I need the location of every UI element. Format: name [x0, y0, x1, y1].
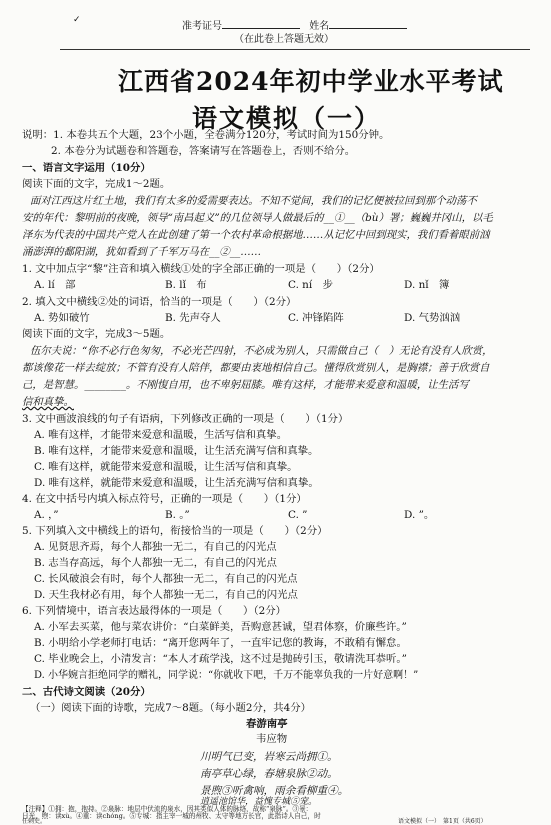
q5-option-a: A. 见贤思齐焉，每个人都独一无二，有自己的闪光点 [34, 541, 277, 553]
q4-option-b: B. 。” [165, 509, 190, 521]
q5-option-b: B. 志当存高远，每个人都独一无二，有自己的闪光点 [34, 557, 277, 569]
section2-intro: （一）阅读下面的诗歌，完成7～8题。（每小题2分，共4分） [30, 702, 312, 714]
q3-option-a: A. 唯有这样，才能带来爱意和温暖，生活写信和真挚。 [34, 429, 288, 441]
q2-option-d: D. 气势汹汹 [404, 312, 461, 324]
passage2-line: 伍尔夫说：“你不必行色匆匆，不必光芒四射，不必成为别人，只需做自己（ ）无论有没有人欣赏， [30, 345, 493, 357]
q1-option-c: C. ní 步 [288, 279, 333, 291]
notes-line: 【注释】①拥：抱，抱持。②泉脉：地层中伏流的泉水，因其类似人体的脉络，故称“泉脉”。③景： [22, 805, 313, 813]
q4-option-c: C. ” [288, 509, 308, 521]
question-5: 5. 下列填入文中横线上的语句，衔接恰当的一项是（ ）（2分） [22, 525, 328, 537]
ticket-number-field [182, 18, 407, 33]
q3-option-c: C. 唯有这样，就能带来爱意和温暖，让生活写信和真挚。 [34, 461, 298, 473]
q4-option-d: D. ”。 [404, 509, 435, 521]
question-3: 3. 文中画波浪线的句子有语病，下列修改正确的一项是（ ）（1分） [22, 413, 349, 425]
poem-title: 春游南亭 [246, 718, 288, 730]
ticket-number-blank [222, 18, 300, 29]
exam-title: 江西省2024年初中学业水平考试 [118, 67, 504, 96]
q3-option-b: B. 唯有这样，才能带来爱意和温暖，让生活充满写信和真挚。 [34, 445, 319, 457]
exam-subtitle: 语文模拟（一） [192, 104, 382, 133]
poem-line: 逍遥池馆华，益愧专城⑤宠。 [200, 797, 318, 807]
page-footer: 语文模拟（一） 第1页（共6页） [398, 818, 487, 825]
name-label: 姓名 [309, 21, 330, 32]
passage2-line: 己，是智慧。________。不刚愎自用，也不卑躬屈膝。唯有这样，才能带来爱意和温暖，让生活写 [22, 379, 469, 391]
q1-option-d: D. nǐ 簿 [404, 279, 450, 291]
poem-line: 南亭草心绿，春塘泉脉②动。 [200, 768, 338, 780]
ticket-number-label: 准考证号 [182, 21, 222, 32]
notes-line: 任刺史。 [22, 818, 47, 825]
q6-option-d: D. 小华婉言拒绝同学的赠礼，同学说：“你就收下吧，千万不能辜负我的一片好意啊！” [34, 670, 419, 681]
section1-intro-1: 阅读下面的文字，完成1～2题。 [22, 178, 171, 190]
q2-option-c: C. 冲锋陷阵 [288, 312, 344, 324]
instructions-line-1: 说明：1. 本卷共五个大题，23个小题，全卷满分120分，考试时间为150分钟。 [22, 129, 390, 141]
header-divider [60, 49, 530, 50]
q2-option-b: B. 先声夺人 [165, 312, 221, 324]
q5-option-d: D. 天生我材必有用，每个人都独一无二，有自己的闪光点 [34, 589, 298, 601]
passage1-line: 面对江西这片红土地，我们有太多的爱需要表达。不知不觉间，我们的记忆便被拉回到那个动荡不 [30, 195, 477, 207]
poem-line: 川明气已变，岩寒云尚拥①。 [200, 751, 338, 763]
question-4: 4. 在文中括号内填入标点符号，正确的一项是（ ）（1分） [22, 493, 307, 505]
answer-notice: （在此卷上答题无效） [234, 34, 334, 45]
passage2-line: 都该像花一样去绽放；不管有没有人陪伴，都要由衷地相信自己。懂得欣赏别人，是胸襟；善于欣赏自 [22, 362, 490, 374]
section2-heading: 二、古代诗文阅读（20分） [22, 686, 151, 698]
question-6: 6. 下列情境中，语言表达最得体的一项是（ ）（2分） [22, 605, 286, 617]
poem-line: 景煦③听禽响，雨余看柳重④。 [200, 785, 349, 797]
check-mark-icon: ✓ [73, 15, 81, 25]
notes-line: 日光，煦：读xù。④重：读chóng。⑤专城：指主宰一城的州牧、太守等地方长官，此指诗人自己，时 [22, 812, 321, 820]
poem-author: 韦应物 [256, 733, 288, 745]
q5-option-c: C. 长风破浪会有时，每个人都独一无二，有自己的闪光点 [34, 573, 298, 585]
q6-option-c: C. 毕业晚会上，小清发言：“本人才疏学浅，这不过是抛砖引玉，敬请洗耳恭听。” [34, 653, 407, 665]
q6-option-a: A. 小军去买菜，他与菜农讲价：“白菜鲜美，吾购意甚诚，望君体察，价廉些许。” [34, 621, 407, 633]
question-1: 1. 文中加点字“黎”注音和填入横线①处的字全部正确的一项是（ ）（2分） [22, 263, 380, 275]
q1-option-b: B. lǐ 布 [165, 279, 207, 291]
instructions-line-2: 2. 本卷分为试题卷和答题卷，答案请写在答题卷上，否则不给分。 [51, 145, 356, 157]
passage1-line: 安的年代：黎明前的夜晚，领导“南昌起义”的几位领导人做最后的__①__（bù）署；巍巍井冈山，以毛 [22, 212, 493, 224]
question-2: 2. 填入文中横线②处的词语，恰当的一项是（ ）（2分） [22, 296, 297, 308]
q2-option-a: A. 势如破竹 [34, 312, 90, 324]
name-blank [329, 18, 407, 29]
q3-option-d: D. 唯有这样，就能带来爱意和温暖，让生活充满写信和真挚。 [34, 477, 319, 489]
passage1-line: 涌澎湃的鄱阳湖，犹如看到了千军万马在__②__…… [22, 246, 261, 258]
q1-option-a: A. lí 部 [34, 279, 76, 291]
passage1-line: 泽东为代表的中国共产党人在此创建了第一个农村革命根据地……从记忆中回到现实，我们看着眼前汹 [22, 229, 490, 241]
q4-option-a: A. ，” [34, 509, 59, 521]
section1-intro-2: 阅读下面的文字，完成3～5题。 [22, 328, 171, 340]
section1-heading: 一、语言文字运用（10分） [22, 162, 151, 174]
q6-option-b: B. 小明给小学老师打电话：“离开您两年了，一直牢记您的教诲，不敢稍有懈怠。 [34, 637, 407, 649]
passage2-line: 信和真挚。 [22, 396, 74, 408]
